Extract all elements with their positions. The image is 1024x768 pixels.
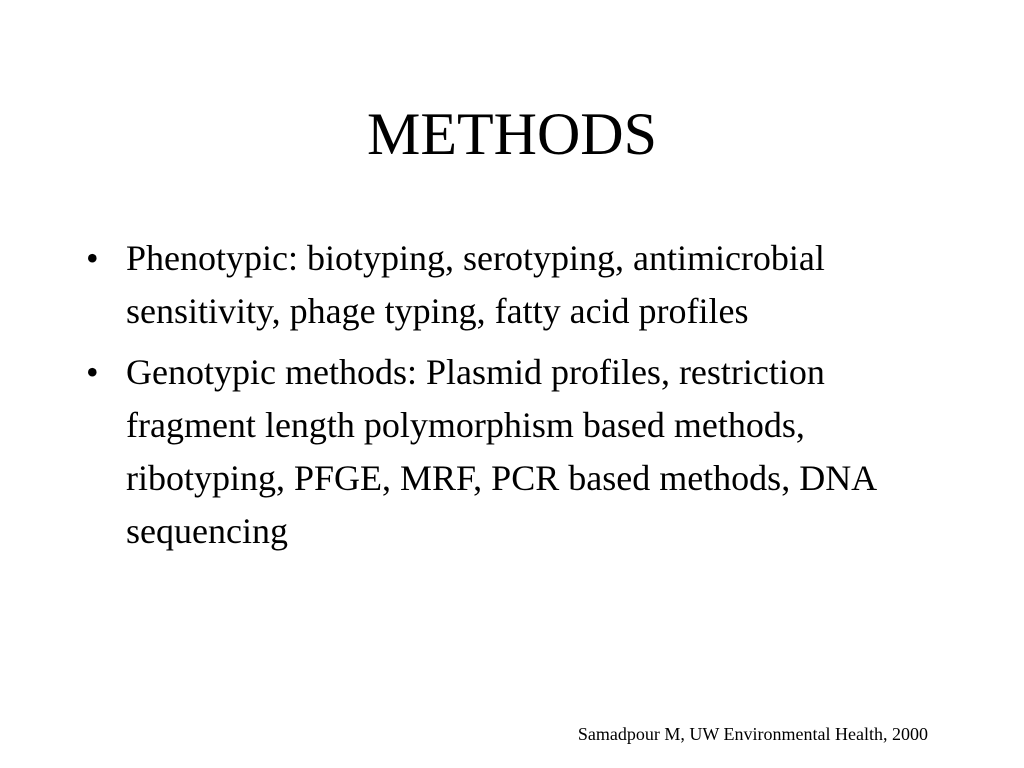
bullet-dot-icon: • <box>86 352 99 392</box>
bullet-item-genotypic <box>86 346 956 558</box>
bullet-text: Phenotypic: biotyping, serotyping, antimicrobial sensitivity, phage typing, fatty acid profiles <box>126 238 825 331</box>
bullet-text: Genotypic methods: Plasmid profiles, restriction fragment length polymorphism based methods, ribotyping, PFGE, MRF, PCR based methods, DNA sequencing <box>126 352 876 551</box>
bullet-dot-icon: • <box>86 238 99 278</box>
bullet-list <box>86 232 956 566</box>
footer-citation: Samadpour M, UW Environmental Health, 2000 <box>577 724 928 744</box>
slide-title: METHODS <box>366 101 657 167</box>
bullet-item-phenotypic <box>86 232 956 338</box>
